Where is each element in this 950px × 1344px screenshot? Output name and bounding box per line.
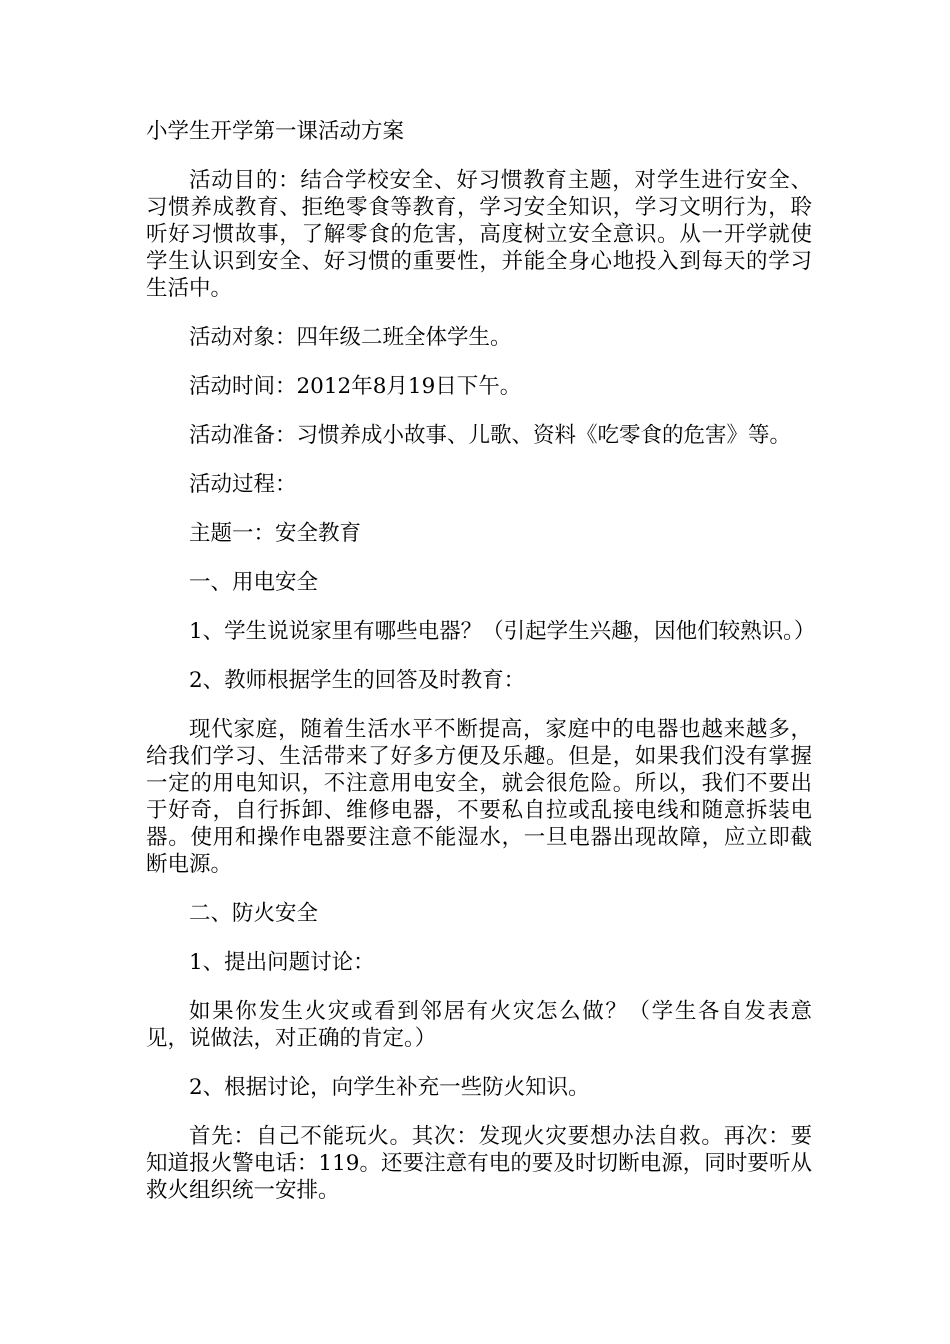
paragraph-activity-target: 活动对象：四年级二班全体学生。 — [189, 325, 512, 350]
paragraph-electrical-item-2: 2、教师根据学生的回答及时教育： — [189, 668, 526, 693]
paragraph-fire-knowledge: 首先：自己不能玩火。其次：发现火灾要想办法自救。再次：要知道报火警电话：119。还要注意有电的要及时切断电源，同时要听从救火组织统一安排。 — [146, 1124, 812, 1203]
paragraph-fire-question: 如果你发生火灾或看到邻居有火灾怎么做？（学生各自发表意见，说做法，对正确的肯定。） — [146, 999, 812, 1051]
heading-electrical-safety: 一、用电安全 — [189, 570, 319, 595]
paragraph-electrical-explanation: 现代家庭，随着生活水平不断提高，家庭中的电器也越来越多，给我们学习、生活带来了好多方便及乐趣。但是，如果我们没有掌握一定的用电知识，不注意用电安全，就会很危险。所以，我们不要出于好奇，自行拆卸、维修电器，不要私自拉或乱接电线和随意拆装电器。使用和操作电器要注意不能湿水，一旦电器出现故障，应立即截断电源。 — [146, 717, 812, 877]
paragraph-activity-purpose: 活动目的：结合学校安全、好习惯教育主题，对学生进行安全、习惯养成教育、拒绝零食等教育，学习安全知识，学习文明行为，聆听好习惯故事，了解零食的危害，高度树立安全意识。从一开学就使学生认识到安全、好习惯的重要性，并能全身心地投入到每天的学习生活中。 — [146, 168, 812, 301]
heading-theme-one: 主题一：安全教育 — [189, 521, 362, 546]
document-title: 小学生开学第一课活动方案 — [146, 119, 405, 144]
paragraph-electrical-item-1: 1、学生说说家里有哪些电器？（引起学生兴趣，因他们较熟识。） — [189, 619, 816, 644]
heading-fire-safety: 二、防火安全 — [189, 901, 319, 926]
paragraph-activity-time: 活动时间：2012年8月19日下午。 — [189, 374, 522, 399]
paragraph-activity-process: 活动过程： — [189, 472, 297, 497]
paragraph-fire-item-2: 2、根据讨论，向学生补充一些防火知识。 — [189, 1075, 590, 1100]
paragraph-fire-item-1: 1、提出问题讨论： — [189, 950, 375, 975]
paragraph-activity-preparation: 活动准备：习惯养成小故事、儿歌、资料《吃零食的危害》等。 — [189, 423, 792, 448]
document-page — [146, 118, 816, 1226]
